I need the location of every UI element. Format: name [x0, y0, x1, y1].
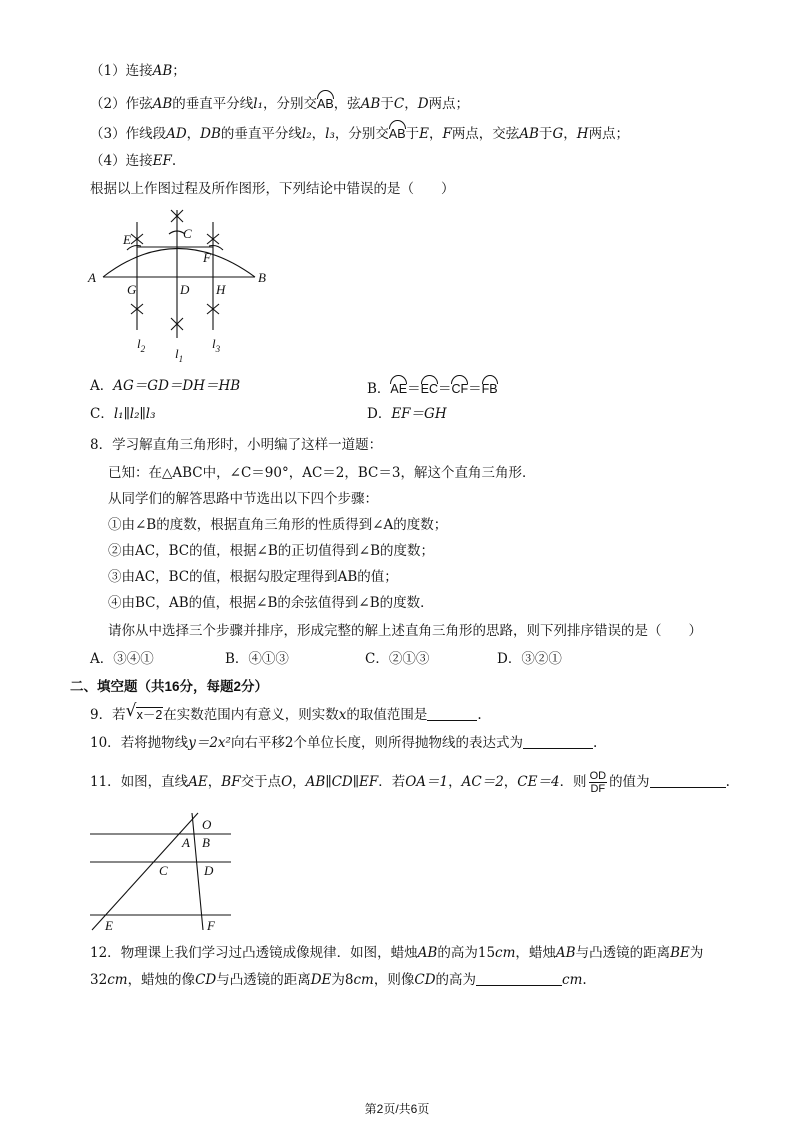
q12-2b: ，蜡烛的像 [127, 972, 196, 988]
step-3-db: DB [200, 126, 221, 142]
step-3-j: ， [563, 126, 577, 142]
q11-label-f: F [207, 918, 215, 933]
q12-2c: 与凸透镜的距离 [216, 972, 311, 988]
q12-de: DE [310, 972, 332, 988]
q7-figure [85, 200, 275, 370]
q11-ae: AE [188, 774, 208, 790]
step-2-g: 两点； [428, 96, 470, 112]
q11-o: O [281, 774, 293, 790]
q12-cm-3: cm [353, 972, 374, 988]
q8-step-3: ③由AC，BC的值，根据勾股定理得到AB的值； [108, 569, 398, 585]
q11-label-a: A [182, 835, 190, 850]
step-3-i: 于 [538, 126, 553, 142]
q12-num: 12． [90, 945, 121, 961]
q7-option-a-text: AG＝GD＝DH＝HB [113, 378, 241, 394]
step-2 [90, 92, 469, 113]
step-2-point-c: C [393, 96, 405, 112]
q12-ab: AB [417, 945, 438, 961]
q11-i: 的值为 [609, 774, 650, 790]
section-2-heading: 二、填空题（共16分，每题2分） [70, 679, 269, 694]
step-2-f: ， [404, 96, 418, 112]
step-3-c: 的垂直平分线 [220, 126, 302, 142]
step-3-g: ， [428, 126, 443, 142]
q8-num: 8． [90, 437, 113, 453]
step-3-point-f: F [442, 126, 452, 142]
q12-1c: ，蜡烛 [515, 945, 556, 961]
q9-c: 的取值范围是 [346, 707, 428, 723]
q7-label-l1: $l_1$ [175, 346, 184, 364]
q12-ab2: AB [555, 945, 576, 961]
q11-line-ae [92, 813, 198, 930]
step-2-d: ，弦 [333, 96, 361, 112]
q7-label-l3: $l_3$ [212, 336, 221, 354]
q7-option-d-text: EF＝GH [391, 406, 447, 422]
q7-label-f: F [203, 250, 211, 265]
q8-step-1: ①由∠B的度数，根据直角三角形的性质得到∠A的度数； [108, 517, 448, 533]
step-3-point-h: H [576, 126, 589, 142]
step-3-f: 于 [405, 126, 420, 142]
q7-arc-cf: CF [451, 377, 468, 398]
step-3-point-e: E [419, 126, 429, 142]
q8-given: 已知：在△ABC中，∠C＝90°，AC＝2，BC＝3，解这个直角三角形． [108, 465, 536, 481]
q7-option-c-text: l₁∥l₂∥l₃ [113, 406, 156, 422]
q12-2d: 为8 [331, 972, 354, 988]
q9-radicand: x－2 [136, 708, 163, 722]
q12-1b: 的高为15 [437, 945, 496, 961]
step-2-arc-ab: AB [317, 92, 334, 113]
q12-be: BE [670, 945, 690, 961]
q9-x: x [338, 707, 347, 723]
q7-label-b: B [258, 270, 266, 285]
step-2-a: 作弦 [125, 96, 153, 112]
step-3-e: ，分别交 [334, 126, 389, 142]
step-2-e: 于 [380, 96, 394, 112]
q11-fraction [589, 770, 608, 795]
step-4 [90, 152, 176, 170]
q9-answer-blank[interactable] [427, 706, 477, 721]
q7-label-g: G [127, 282, 137, 297]
q8-ask: 请你从中选择三个步骤并排序，形成完整的解上述直角三角形的思路，则下列排序错误的是（ ） [108, 623, 702, 639]
q7-option-c[interactable] [90, 405, 156, 423]
step-3-point-g: G [552, 126, 564, 142]
q10-answer-blank[interactable] [523, 734, 593, 749]
q7-prompt: 根据以上作图过程及所作图形，下列结论中错误的是（ ） [90, 181, 455, 197]
step-2-ab: AB [152, 96, 173, 112]
step-4-ef: EF [152, 153, 172, 169]
q12-cm-4: cm [562, 972, 583, 988]
q11-par: AB∥CD∥EF [305, 774, 379, 790]
step-2-b: 的垂直平分线 [172, 96, 254, 112]
q11-bf: BF [221, 774, 241, 790]
q7-arc-ec: EC [421, 377, 438, 398]
q8-step-4: ④由BC，AB的值，根据∠B的余弦值得到∠B的度数． [108, 595, 434, 611]
q7-eq-3: ＝ [468, 381, 482, 397]
q12-2f: 的高为 [435, 972, 477, 988]
step-1-num: （1） [90, 63, 126, 79]
q11-fraction-den: DF [590, 783, 606, 795]
q7-arc-ab [103, 249, 255, 278]
step-3-num: （3） [90, 126, 126, 142]
q10-a: 若将抛物线 [120, 735, 189, 751]
step-4-pre: 连接 [125, 153, 153, 169]
q8-intro [90, 436, 382, 454]
q11-e: ．若 [378, 774, 406, 790]
q8-intro-text: 学习解直角三角形时，小明编了这样一道题： [112, 437, 383, 453]
q11-fraction-num: OD [589, 770, 607, 782]
step-3-ad: AD [166, 126, 187, 142]
step-3-b: ， [186, 126, 201, 142]
q9-b: 在实数范围内有意义，则实数 [163, 707, 339, 723]
q11-end: . [725, 774, 730, 790]
q9-end: . [477, 707, 482, 723]
step-2-c: ，分别交 [263, 96, 317, 112]
q7-label-l2: $l_2$ [137, 336, 146, 354]
q7-option-a-letter: A． [90, 378, 114, 394]
q11-h: ．则 [559, 774, 587, 790]
q12-cm-1: cm [495, 945, 516, 961]
q10-b: 向右平移2个单位长度，则所得抛物线的表达式为 [230, 735, 524, 751]
q10-end: . [593, 735, 598, 751]
q7-construction-marks [127, 210, 223, 330]
step-3-ab: AB [519, 126, 539, 142]
step-4-num: （4） [90, 153, 126, 169]
q11-answer-blank[interactable] [650, 773, 726, 788]
q12-end: . [582, 972, 587, 988]
step-3-d: ， [311, 126, 326, 142]
q12-line-1 [90, 944, 703, 962]
q8-option-c[interactable]: C．②①③ [365, 651, 430, 667]
q8-select: 从同学们的解答思路中节选出以下四个步骤： [108, 491, 378, 507]
step-3-h: 两点，交弦 [451, 126, 520, 142]
page-footer: 第2页/共6页 [364, 1102, 430, 1116]
step-3-l2: l₂ [301, 126, 312, 142]
q8-option-b[interactable]: B．④①③ [225, 651, 289, 667]
q11-d: ， [292, 774, 306, 790]
step-3-a: 作线段 [125, 126, 167, 142]
q11-f: ， [448, 774, 462, 790]
q11-ac: AC＝2 [461, 774, 504, 790]
q11-figure [85, 810, 245, 934]
q11-g: ， [503, 774, 518, 790]
q11-oa: OA＝1 [405, 774, 449, 790]
step-3-arc-ab: AB [389, 122, 406, 143]
step-2-l1: l₁ [253, 96, 263, 112]
q12-1e: 为 [689, 945, 704, 961]
step-4-end: . [171, 153, 177, 169]
q7-arc-ae: AE [390, 377, 407, 398]
q7-label-a: A [88, 270, 96, 285]
q7-option-c-letter: C． [90, 406, 114, 422]
q12-cd: CD [195, 972, 217, 988]
q11-label-d: D [204, 863, 214, 878]
q8-option-d[interactable]: D．③②① [497, 651, 562, 667]
q12-1a: 物理课上我们学习过凸透镜成像规律．如图，蜡烛 [120, 945, 418, 961]
q8-step-2: ②由AC，BC的值，根据∠B的正切值得到∠B的度数； [108, 543, 435, 559]
q10-expr: y＝2x² [188, 735, 231, 751]
q7-option-b-letter: B． [367, 381, 391, 397]
q12-line-2 [90, 971, 587, 989]
q9-sqrt: √ x－2 [125, 701, 163, 722]
q11-b: ， [207, 774, 222, 790]
step-1-ab: AB [152, 63, 173, 79]
q12-2e: ，则像 [373, 972, 415, 988]
q7-eq-1: ＝ [407, 381, 421, 397]
step-3 [90, 122, 629, 143]
q9 [90, 701, 482, 724]
step-2-ab2: AB [360, 96, 381, 112]
q7-eq-2: ＝ [437, 381, 452, 397]
step-2-point-d: D [417, 96, 429, 112]
q7-option-a[interactable] [90, 377, 240, 395]
step-1-end: ； [172, 63, 186, 79]
q11-a: 如图，直线 [120, 774, 189, 790]
step-2-num: （2） [90, 96, 126, 112]
q8-option-a[interactable]: A．③④① [90, 651, 154, 667]
q12-1d: 与凸透镜的距离 [575, 945, 671, 961]
q7-option-b[interactable] [367, 377, 498, 398]
q11-num: 11． [90, 774, 121, 790]
q7-arc-fb: FB [482, 377, 498, 398]
q7-label-e: E [123, 232, 131, 247]
q9-a: 若 [112, 707, 126, 723]
q12-2a: 32 [90, 972, 108, 988]
q11 [90, 770, 730, 795]
q9-num: 9． [90, 707, 113, 723]
q10 [90, 734, 597, 752]
q7-option-d-letter: D． [367, 406, 392, 422]
q11-label-o: O [202, 817, 212, 832]
q7-option-d[interactable] [367, 405, 447, 423]
step-1-pre: 连接 [125, 63, 153, 79]
q7-label-h: H [216, 282, 226, 297]
q11-label-b: B [202, 835, 210, 850]
q11-label-e: E [105, 918, 113, 933]
q12-answer-blank[interactable] [476, 971, 562, 986]
q11-c: 交于点 [240, 774, 282, 790]
q11-ce: CE＝4 [517, 774, 560, 790]
step-3-k: 两点； [588, 126, 630, 142]
q12-cd2: CD [414, 972, 436, 988]
q12-cm-2: cm [107, 972, 128, 988]
step-3-l3: l₃ [325, 126, 335, 142]
q10-num: 10． [90, 735, 121, 751]
q11-label-c: C [159, 863, 168, 878]
q7-label-c: C [183, 226, 192, 241]
step-1 [90, 62, 186, 80]
q7-label-d: D [180, 282, 190, 297]
